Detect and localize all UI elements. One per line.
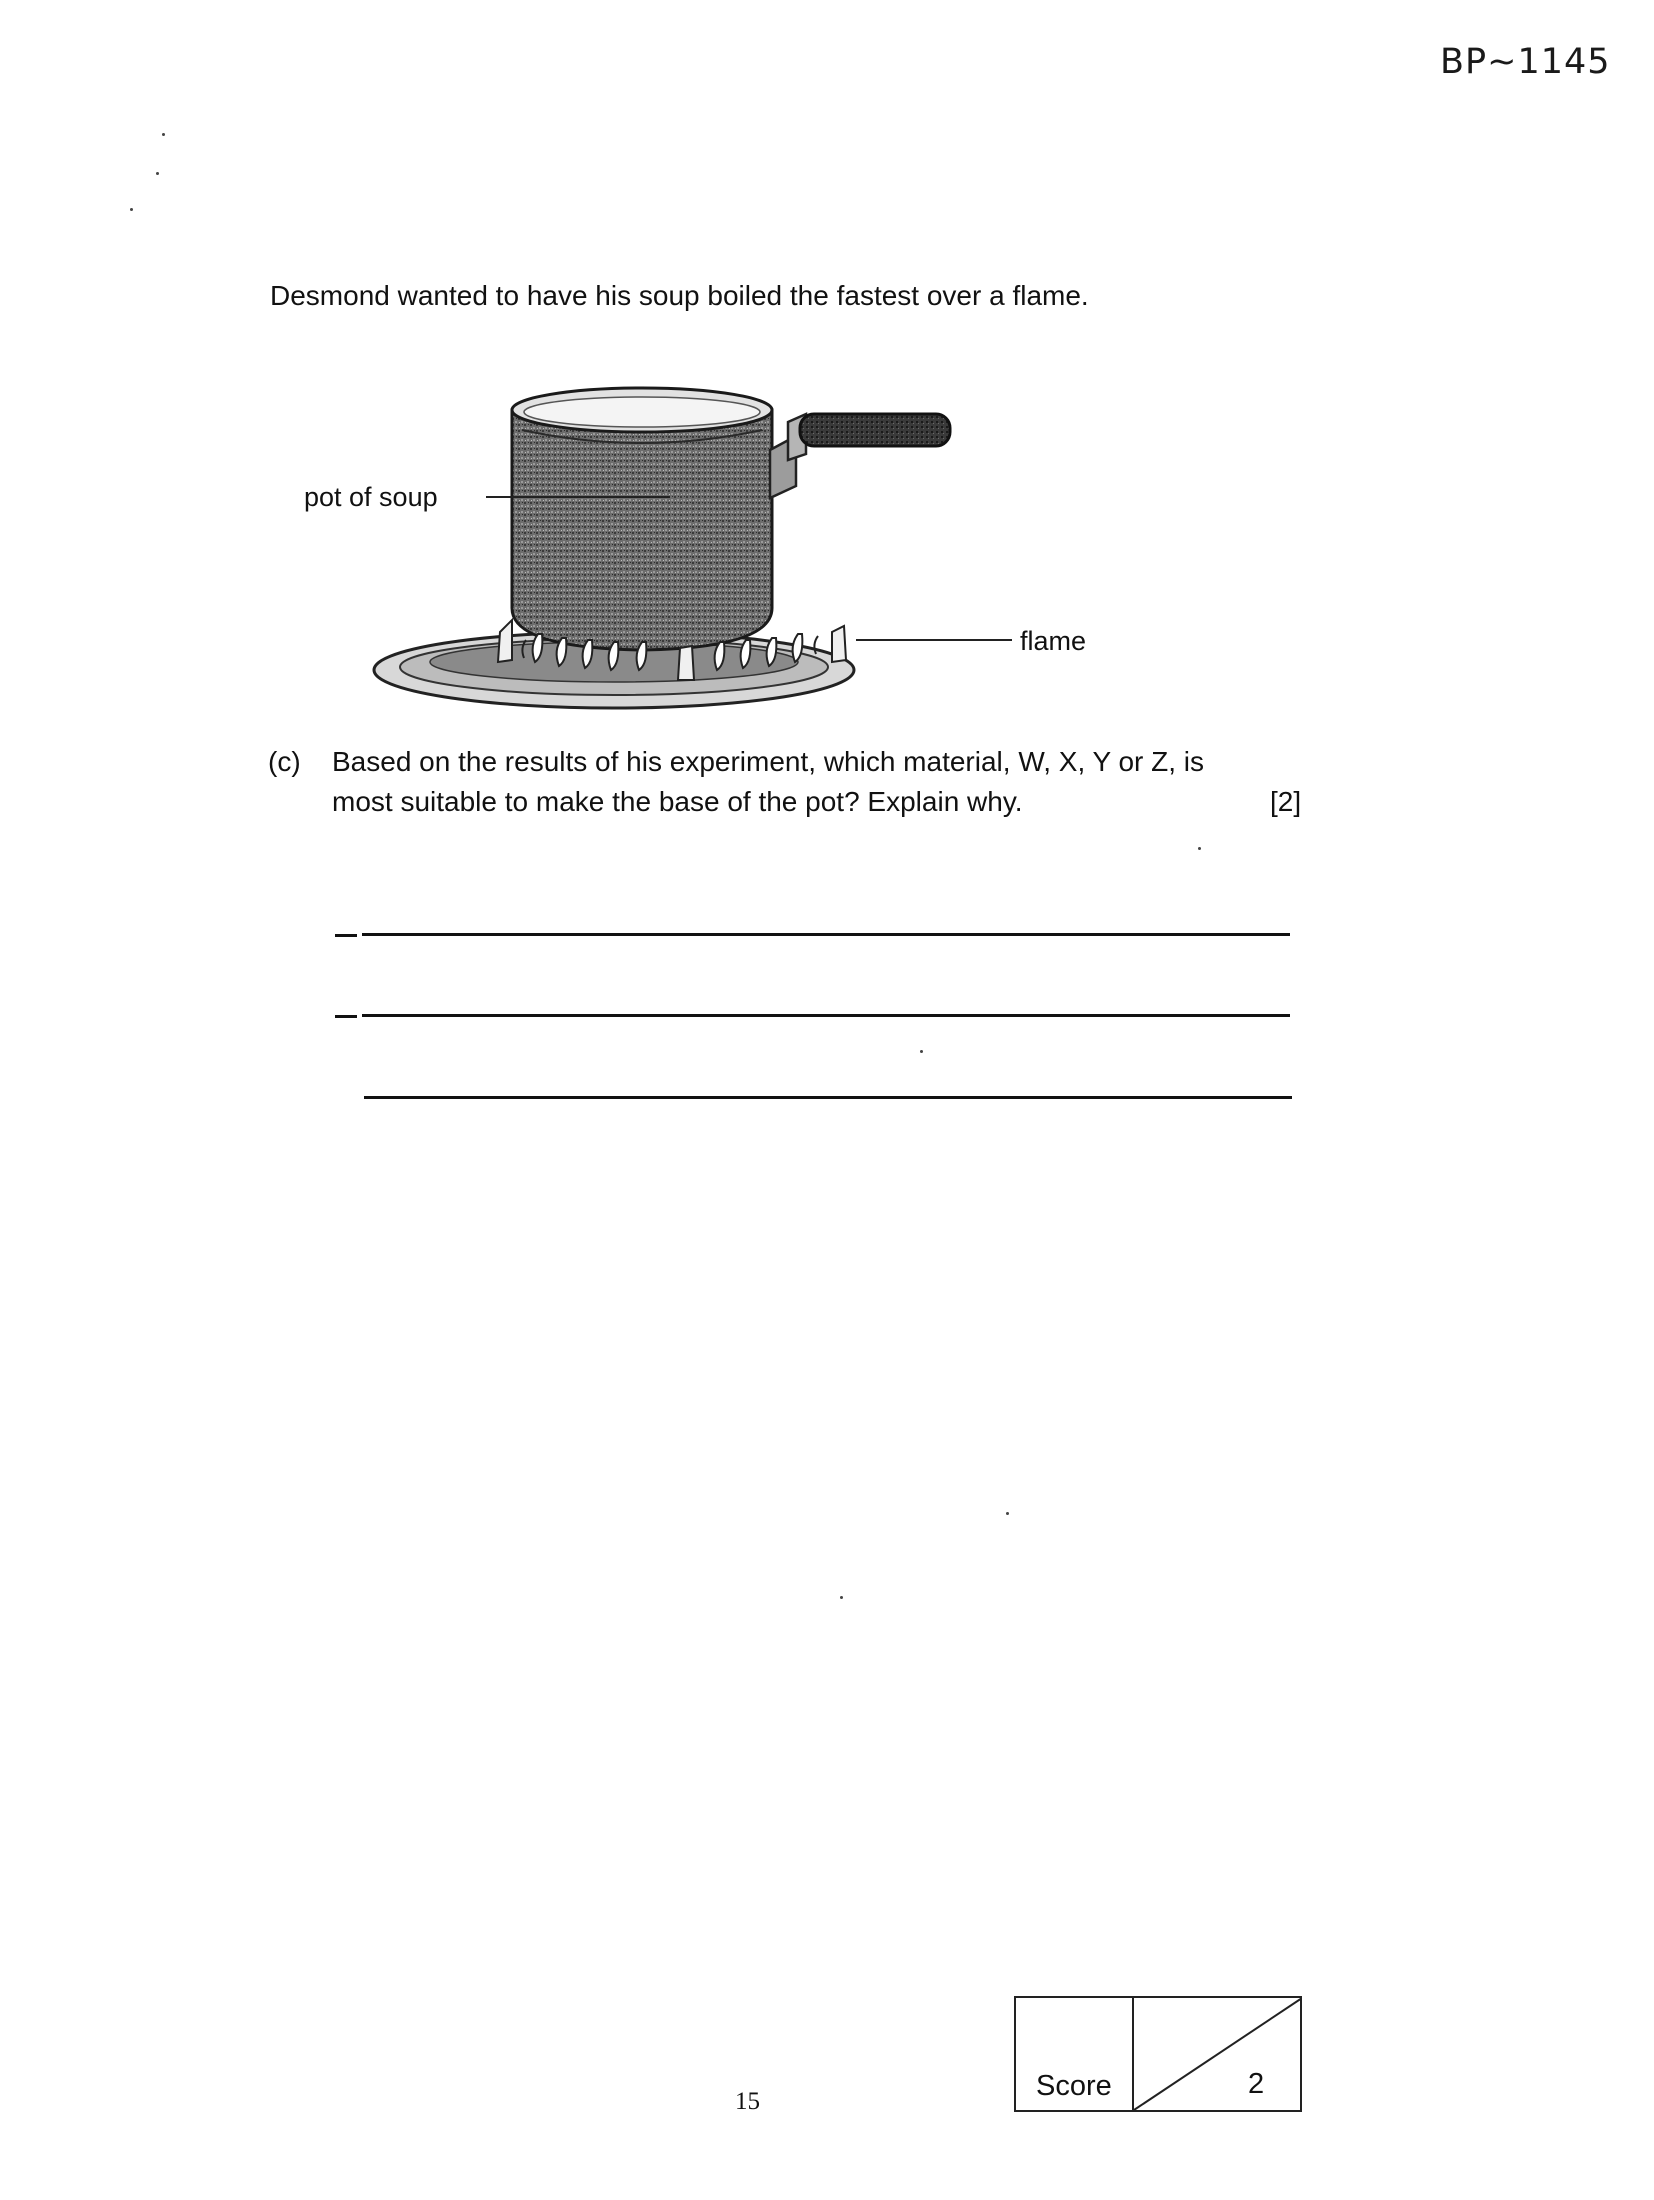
question-part-text: Based on the results of his experiment, which material, W, X, Y or Z, is most suitable to make the base of the pot? Explain why. bbox=[332, 746, 1205, 817]
answer-line-2[interactable] bbox=[362, 1014, 1290, 1017]
scan-speck bbox=[1006, 1512, 1009, 1515]
page-code: BP~1145 bbox=[1440, 42, 1611, 82]
answer-line-1[interactable] bbox=[362, 933, 1290, 936]
score-total: 2 bbox=[1248, 2068, 1265, 2100]
score-box bbox=[1014, 1996, 1302, 2112]
score-diagonal-line bbox=[1134, 1998, 1302, 2110]
pot-of-soup-label: pot of soup bbox=[304, 482, 438, 512]
answer-line-stub bbox=[335, 1015, 357, 1018]
pot-handle bbox=[770, 414, 950, 498]
pot-on-stove-illustration bbox=[290, 370, 1150, 730]
answer-line-stub bbox=[335, 934, 357, 937]
scan-speck bbox=[130, 208, 133, 211]
flame-label: flame bbox=[1020, 626, 1087, 656]
score-label: Score bbox=[1036, 2070, 1112, 2102]
page-number: 15 bbox=[735, 2088, 760, 2115]
pot-on-stove-figure bbox=[290, 370, 1150, 730]
question-marks: [2] bbox=[1270, 786, 1302, 817]
answer-line-3[interactable] bbox=[364, 1096, 1292, 1099]
scan-speck bbox=[156, 172, 159, 175]
question-part-number: (c) bbox=[268, 746, 301, 777]
soup-pot bbox=[512, 388, 772, 650]
scan-speck bbox=[1198, 847, 1201, 850]
scan-speck bbox=[920, 1050, 923, 1053]
question-intro: Desmond wanted to have his soup boiled the fastest over a flame. bbox=[270, 280, 1089, 311]
scan-speck bbox=[162, 133, 165, 136]
scan-speck bbox=[840, 1596, 843, 1599]
